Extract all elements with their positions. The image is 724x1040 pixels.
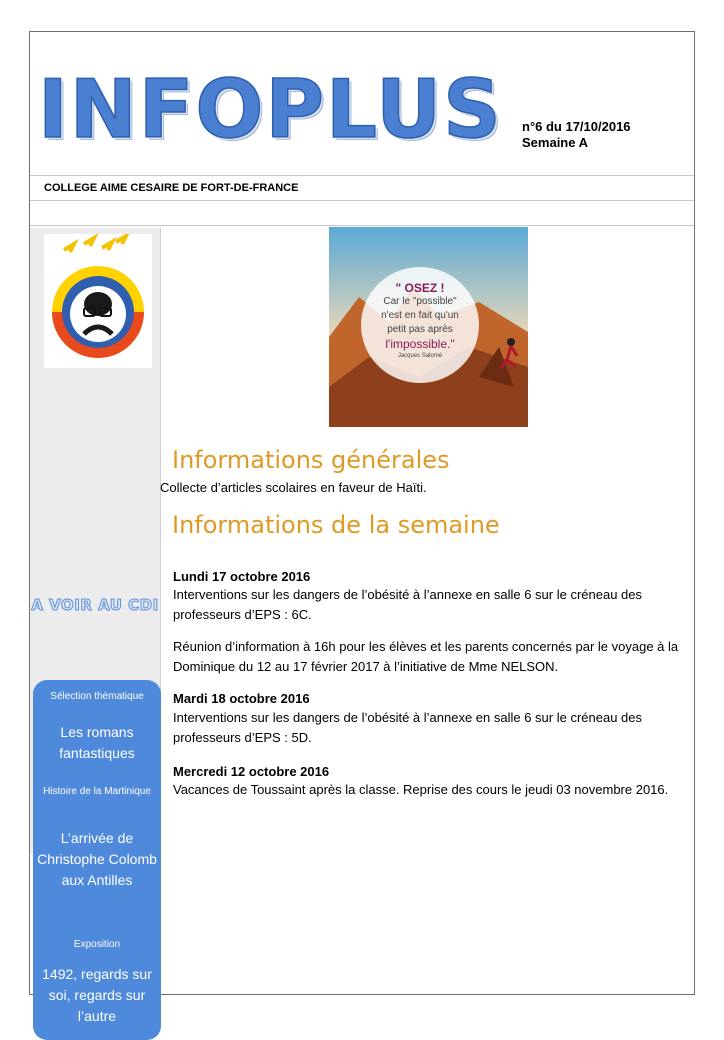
divider <box>30 200 694 201</box>
day-text: Réunion d’information à 16h pour les élèves et les parents concernés par le voyage à la Dominique du 12 au 17 février 2017 à l’initiative de Mme NELSON. <box>173 639 679 674</box>
quote-line: " OSEZ ! <box>395 281 445 295</box>
quote-line: l'impossible." <box>385 337 455 351</box>
cdi-heading: A VOIR AU CDI <box>31 596 159 614</box>
list-item: Sélection thématique <box>50 691 144 702</box>
list-item: L’arrivée de Christophe Colomb aux Antilles <box>37 830 157 888</box>
general-info-text: Collecte d’articles scolaires en faveur de Haïti. <box>160 480 427 495</box>
week-info-title: Informations de la semaine <box>172 511 500 539</box>
school-logo <box>44 234 152 368</box>
quote-line: n'est en fait qu'un <box>381 310 459 321</box>
issue-week: Semaine A <box>522 135 588 150</box>
general-info-title: Informations générales <box>172 446 450 474</box>
issue-number: n°6 du 17/10/2016 <box>522 119 631 134</box>
list-item: Exposition <box>73 939 121 950</box>
list-item: Histoire de la Martinique <box>43 786 151 797</box>
quote-line: Car le "possible" <box>383 296 457 307</box>
day-heading: Lundi 17 octobre 2016 <box>173 569 311 584</box>
list-item: Les romans fantastiques <box>59 724 135 761</box>
divider <box>30 175 694 176</box>
divider <box>30 225 694 226</box>
sidebar <box>30 228 161 1024</box>
quote-bubble <box>361 267 479 383</box>
day-heading: Mercredi 12 octobre 2016 <box>173 764 330 779</box>
day-heading: Mardi 18 octobre 2016 <box>173 691 310 706</box>
day-text: Interventions sur les dangers de l’obésité à l’annexe en salle 6 sur le créneau des professeurs d’EPS : 6C. <box>173 587 643 622</box>
quote-photo <box>329 227 528 427</box>
list-item: 1492, regards sur soi, regards sur l’autre <box>42 966 152 1024</box>
quote-author: Jacques Salomé <box>397 353 443 359</box>
masthead-title: INFOPLUS <box>38 63 503 156</box>
cdi-selection-box <box>33 680 161 1040</box>
quote-line: petit pas après <box>387 324 453 335</box>
newsletter-page <box>29 31 695 1024</box>
day-text: Interventions sur les dangers de l’obésité à l’annexe en salle 6 sur le créneau des professeurs d’EPS : 5D. <box>173 710 643 745</box>
issue-info <box>522 119 631 151</box>
school-name: COLLEGE AIME CESAIRE DE FORT-DE-FRANCE <box>44 182 299 194</box>
day-text: Vacances de Toussaint après la classe. Reprise des cours le jeudi 03 novembre 2016. <box>173 782 669 797</box>
